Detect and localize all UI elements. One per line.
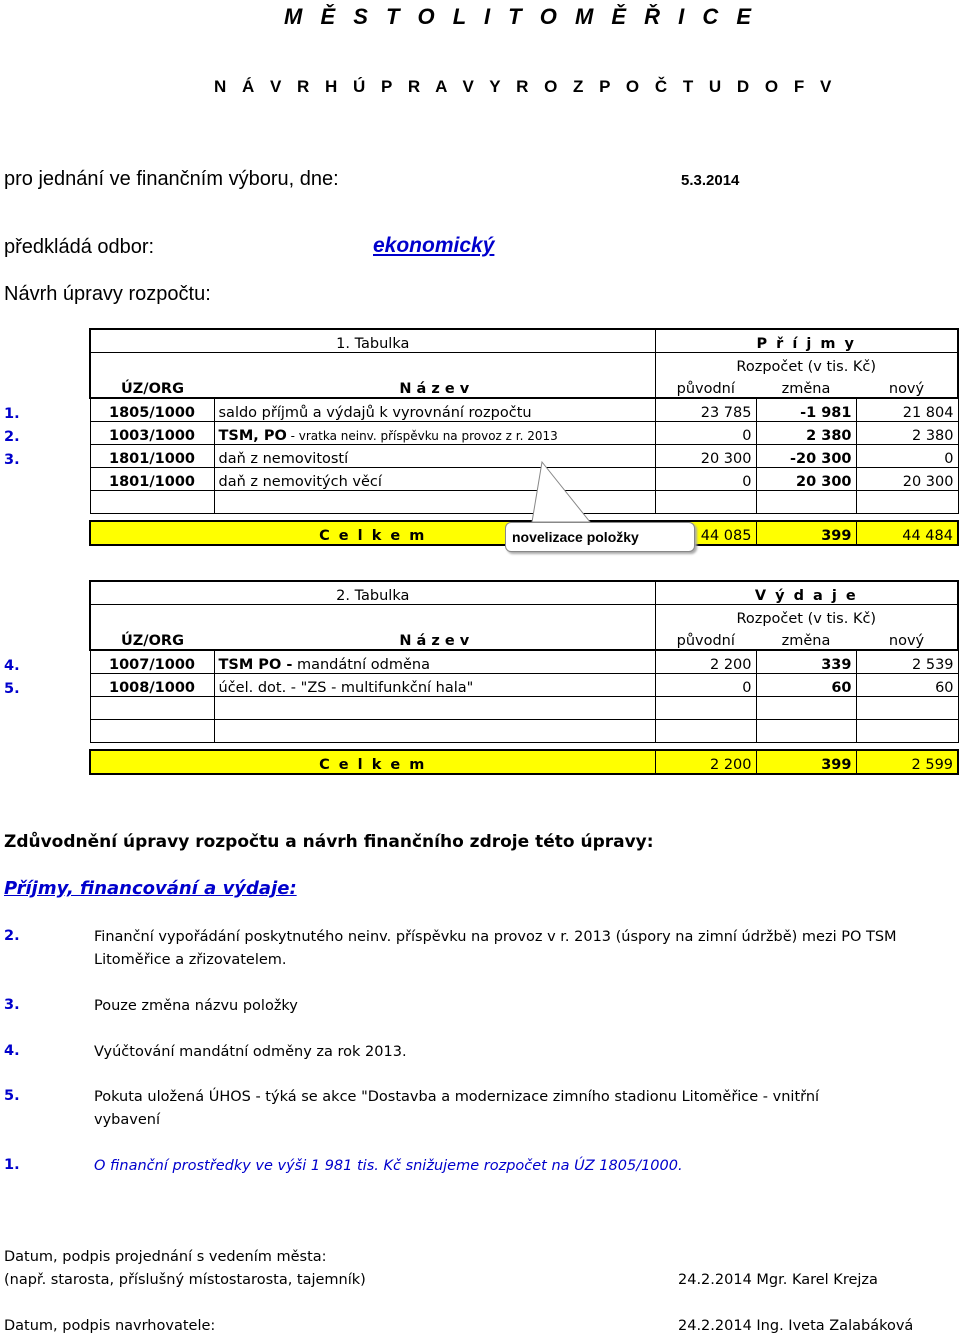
row-new: 2 380 — [856, 422, 958, 445]
row-uz: 1805/1000 — [90, 398, 214, 422]
row-number: 3. — [4, 451, 20, 468]
row-orig: 0 — [655, 674, 756, 697]
row-number — [0, 468, 90, 491]
table1-total-orig: 44 085 — [655, 521, 756, 545]
total-row — [0, 521, 958, 545]
row-name-bold: TSM PO - — [218, 657, 293, 673]
justification-subtitle: Příjmy, financování a výdaje: — [4, 878, 297, 899]
note-number: 2. — [4, 928, 20, 944]
note-text: Vyúčtování mandátní odměny za rok 2013. — [94, 1044, 407, 1060]
row-orig: 20 300 — [655, 445, 756, 468]
row-name: daň z nemovitých věcí — [214, 468, 655, 491]
table2-section: V ý d a j e — [655, 581, 958, 605]
table2-col-orig: původní — [655, 627, 756, 650]
row-name: daň z nemovitostí — [214, 445, 655, 468]
table2-col-change: změna — [756, 627, 856, 650]
income-table — [0, 328, 959, 546]
table-row — [0, 422, 958, 445]
row-name-rest: mandátní odměna — [292, 657, 430, 673]
row-orig: 0 — [655, 422, 756, 445]
table1-total-label: C e l k e m — [90, 521, 655, 545]
table1-caption: 1. Tabulka — [90, 329, 655, 353]
row-uz: 1003/1000 — [90, 422, 214, 445]
table-row-empty — [0, 491, 958, 514]
table2-col-new: nový — [856, 627, 958, 650]
table1-total-change: 399 — [756, 521, 856, 545]
table2-col-uz: ÚZ/ORG — [90, 627, 214, 650]
row-uz: 1008/1000 — [90, 674, 214, 697]
note-text: Pokuta uložená ÚHOS - týká se akce "Dostavba a modernizace zimního stadionu Litoměřice - vnitřní vybavení — [94, 1089, 820, 1128]
table2-total-new: 2 599 — [856, 750, 958, 774]
table-row-empty — [0, 697, 958, 720]
note-number: 1. — [4, 1157, 20, 1173]
table1-col-uz: ÚZ/ORG — [90, 375, 214, 398]
row-new: 2 539 — [856, 650, 958, 674]
row-uz: 1007/1000 — [90, 650, 214, 674]
row-uz: 1801/1000 — [90, 445, 214, 468]
row-orig: 23 785 — [655, 398, 756, 422]
row-number: 2. — [4, 428, 20, 445]
table2-budget-label: Rozpočet (v tis. Kč) — [655, 605, 958, 628]
row-change: -20 300 — [756, 445, 856, 468]
row-name: saldo příjmů a výdajů k vyrovnání rozpočtu — [214, 398, 655, 422]
row-new: 21 804 — [856, 398, 958, 422]
row-number: 4. — [4, 657, 20, 674]
meeting-label: pro jednání ve finančním výboru, dne: — [4, 168, 339, 190]
callout-note: novelizace položky — [505, 522, 695, 552]
total-row — [0, 750, 958, 774]
table2-total-label: C e l k e m — [90, 750, 655, 774]
city-title: M Ě S T O L I T O M Ě Ř I C E — [284, 4, 758, 29]
table1-total-new: 44 484 — [856, 521, 958, 545]
row-name — [214, 650, 655, 674]
row-change: 60 — [756, 674, 856, 697]
row-change: 2 380 — [756, 422, 856, 445]
row-name: účel. dot. - "ZS - multifunkční hala" — [214, 674, 655, 697]
table1-col-change: změna — [756, 375, 856, 398]
author-sign-value: 24.2.2014 Ing. Iveta Zalabáková — [678, 1318, 914, 1334]
dept-label: předkládá odbor: — [4, 236, 155, 258]
row-change: 339 — [756, 650, 856, 674]
justification-title: Zdůvodnění úpravy rozpočtu a návrh finančního zdroje této úpravy: — [4, 832, 654, 852]
note-number: 5. — [4, 1088, 20, 1104]
row-new: 20 300 — [856, 468, 958, 491]
row-number: 5. — [4, 680, 20, 697]
row-new: 60 — [856, 674, 958, 697]
row-name — [214, 422, 655, 445]
row-change: -1 981 — [756, 398, 856, 422]
table2-col-name: N á z e v — [214, 627, 655, 650]
table-row — [0, 468, 958, 491]
row-name-bold: TSM, PO — [218, 428, 287, 444]
table-row — [0, 650, 958, 674]
table1-col-orig: původní — [655, 375, 756, 398]
table-row-empty — [0, 720, 958, 743]
table1-col-new: nový — [856, 375, 958, 398]
note-number: 3. — [4, 997, 20, 1013]
table2-total-change: 399 — [756, 750, 856, 774]
row-number: 1. — [4, 405, 20, 422]
city-sign-label: Datum, podpis projednání s vedením města: — [4, 1249, 327, 1265]
proposal-label: Návrh úpravy rozpočtu: — [4, 283, 211, 305]
meeting-date: 5.3.2014 — [681, 172, 740, 189]
note-number: 4. — [4, 1043, 20, 1059]
note-text: O finanční prostředky ve výši 1 981 tis. Kč snižujeme rozpočet na ÚZ 1805/1000. — [94, 1158, 683, 1174]
author-sign-label: Datum, podpis navrhovatele: — [4, 1318, 216, 1334]
table2-caption: 2. Tabulka — [90, 581, 655, 605]
row-name-rest: - vratka neinv. příspěvku na provoz z r. 2013 — [286, 429, 558, 443]
dept-value: ekonomický — [373, 234, 495, 257]
city-sign-hint: (např. starosta, příslušný místostarosta, tajemník) — [4, 1272, 366, 1288]
table-row — [0, 445, 958, 468]
callout-pointer-icon — [530, 460, 600, 526]
row-change: 20 300 — [756, 468, 856, 491]
table1-section: P ř í j m y — [655, 329, 958, 353]
row-uz: 1801/1000 — [90, 468, 214, 491]
document-subtitle: N Á V R H Ú P R A V Y R O Z P O Č T U D O F V — [214, 77, 837, 96]
note-text: Finanční vypořádání poskytnutého neinv. příspěvku na provoz v r. 2013 (úspory na zimní údržbě) mezi PO TSM Litoměřice a zřizovatelem. — [94, 929, 897, 968]
expense-table — [0, 580, 959, 775]
city-sign-value: 24.2.2014 Mgr. Karel Krejza — [678, 1272, 878, 1288]
row-orig: 0 — [655, 468, 756, 491]
row-new: 0 — [856, 445, 958, 468]
note-text: Pouze změna názvu položky — [94, 998, 298, 1014]
table2-total-orig: 2 200 — [655, 750, 756, 774]
table1-budget-label: Rozpočet (v tis. Kč) — [655, 353, 958, 376]
table-row — [0, 674, 958, 697]
table1-col-name: N á z e v — [214, 375, 655, 398]
table-row — [0, 398, 958, 422]
row-orig: 2 200 — [655, 650, 756, 674]
